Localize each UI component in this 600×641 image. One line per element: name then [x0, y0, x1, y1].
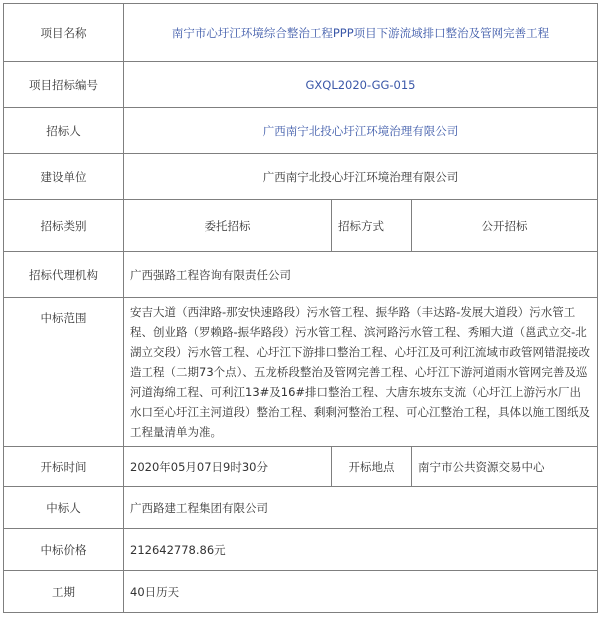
scope-label: 中标范围	[4, 298, 124, 447]
tender-method-value: 公开招标	[412, 200, 598, 252]
agency-label: 招标代理机构	[4, 252, 124, 298]
row-scope	[4, 298, 598, 447]
row-project-name	[4, 4, 598, 62]
row-tender-category	[4, 200, 598, 252]
row-construction-unit	[4, 154, 598, 200]
tender-info-table	[3, 3, 598, 613]
row-tender-no	[4, 62, 598, 108]
bid-opening-time-value: 2020年05月07日9时30分	[124, 447, 332, 487]
row-price	[4, 529, 598, 571]
price-label: 中标价格	[4, 529, 124, 571]
duration-value: 40日历天	[124, 571, 598, 613]
winner-value: 广西路建工程集团有限公司	[124, 487, 598, 529]
tender-no-label: 项目招标编号	[4, 62, 124, 108]
tender-no-value: GXQL2020-GG-015	[124, 62, 598, 108]
tender-category-label: 招标类别	[4, 200, 124, 252]
row-agency	[4, 252, 598, 298]
price-value: 212642778.86元	[124, 529, 598, 571]
project-name-label: 项目名称	[4, 4, 124, 62]
row-tenderer	[4, 108, 598, 154]
project-name-value: 南宁市心圩江环境综合整治工程PPP项目下游流域排口整治及管网完善工程	[124, 4, 598, 62]
bid-opening-place-value: 南宁市公共资源交易中心	[412, 447, 598, 487]
construction-unit-value: 广西南宁北投心圩江环境治理有限公司	[124, 154, 598, 200]
scope-value: 安吉大道（西津路-那安快速路段）污水管工程、振华路（丰达路-发展大道段）污水管工程、创业路（罗赖路-振华路段）污水管工程、滨河路污水管工程、秀厢大道（邕武立交-北湖立交段）污水管工程、心圩江下游排口整治工程、心圩江及可利江流域市政管网错混接改造工程（二期73个点）、五龙桥段整治及管网完善工程、心圩江下游河道雨水管网完善及巡河道海绵工程、可利江13#及16#排口整治工程、大唐东坡东支流（心圩江上游污水厂出水口至心圩江主河道段）整治工程、剩剩河整治工程、可心江整治工程，具体以施工图纸及工程量清单为准。	[124, 298, 598, 447]
row-winner	[4, 487, 598, 529]
tender-method-label: 招标方式	[332, 200, 412, 252]
construction-unit-label: 建设单位	[4, 154, 124, 200]
agency-value: 广西强路工程咨询有限责任公司	[124, 252, 598, 298]
bid-opening-place-label: 开标地点	[332, 447, 412, 487]
winner-label: 中标人	[4, 487, 124, 529]
row-duration	[4, 571, 598, 613]
tenderer-value: 广西南宁北投心圩江环境治理有限公司	[124, 108, 598, 154]
duration-label: 工期	[4, 571, 124, 613]
bid-opening-time-label: 开标时间	[4, 447, 124, 487]
tender-category-value: 委托招标	[124, 200, 332, 252]
tenderer-label: 招标人	[4, 108, 124, 154]
row-bid-opening	[4, 447, 598, 487]
